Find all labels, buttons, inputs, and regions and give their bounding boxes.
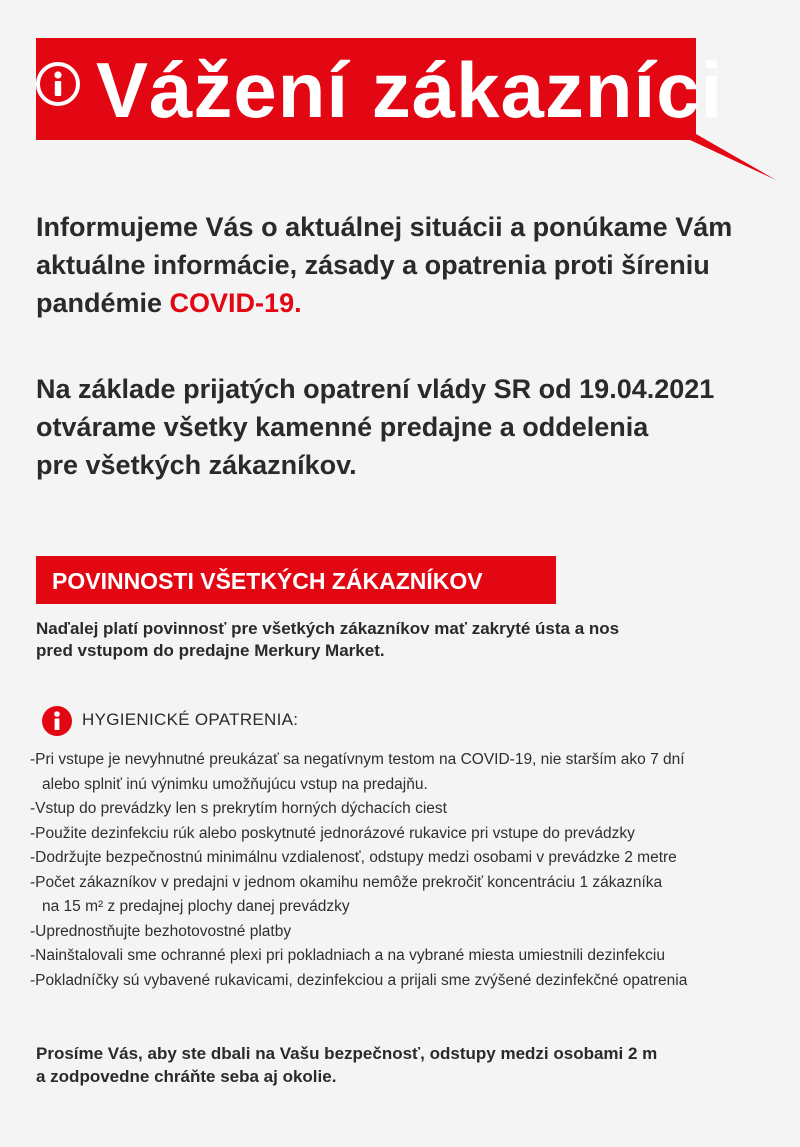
list-item: -Pokladníčky sú vybavené rukavicami, dezinfekciou a prijali sme zvýšené dezinfekčné opatrenia [30,971,688,989]
list-item: -Nainštalovali sme ochranné plexi pri pokladniach a na vybrané miesta umiestnili dezinfekciu [30,947,665,964]
reopening-line: otvárame všetky kamenné predajne a oddelenia [36,412,649,442]
obligation-line: Naďalej platí povinnosť pre všetkých zákazníkov mať zakryté ústa a nos [36,619,620,638]
reopening-notice [36,370,776,484]
closing-line: a zodpovedne chráňte seba aj okolie. [36,1067,337,1086]
list-item: -Dodržujte bezpečnostnú minimálnu vzdialenosť, odstupy medzi osobami v prevádzke 2 metre [30,849,677,866]
list-item: -Vstup do prevádzky len s prekrytím horných dýchacích ciest [30,800,447,817]
obligations-heading: POVINNOSTI VŠETKÝCH ZÁKAZNÍKOV [52,568,483,594]
info-icon [36,62,80,106]
hygiene-heading: HYGIENICKÉ OPATRENIA: [82,710,299,729]
obligation-text [36,618,756,662]
intro-text [36,208,776,322]
closing-line: Prosíme Vás, aby ste dbali na Vašu bezpečnosť, odstupy medzi osobami 2 m [36,1044,658,1063]
list-item-continuation: na 15 m² z predajnej plochy danej prevádzky [42,898,350,915]
list-item-continuation: alebo splniť inú výnimku umožňujúcu vstup na predajňu. [42,775,428,793]
page-title: Vážení zákazníci [96,46,724,134]
covid-highlight: COVID-19. [169,288,302,318]
reopening-line: Na základe prijatých opatrení vlády SR od 19.04.2021 [36,374,715,404]
list-item: -Použite dezinfekciu rúk alebo poskytnuté jednorázové rukavice pri vstupe do prevádzky [30,824,635,842]
list-item: -Pri vstupe je nevyhnutné preukázať sa negatívnym testom na COVID-19, nie starším ako 7 dní [30,751,685,768]
intro-body: Informujeme Vás o aktuálnej situácii a ponúkame Vám aktuálne informácie, zásady a opatrenia proti šíreniu pandémie [36,212,733,318]
reopening-line: pre všetkých zákazníkov. [36,450,357,480]
obligation-line: pred vstupom do predajne Merkury Market. [36,641,385,660]
hygiene-rules-list [30,748,770,993]
list-item: -Počet zákazníkov v predajni v jednom okamihu nemôže prekročiť koncentráciu 1 zákazníka [30,873,663,891]
closing-note [36,1042,756,1088]
info-icon [42,706,72,736]
list-item: -Uprednostňujte bezhotovostné platby [30,922,292,940]
